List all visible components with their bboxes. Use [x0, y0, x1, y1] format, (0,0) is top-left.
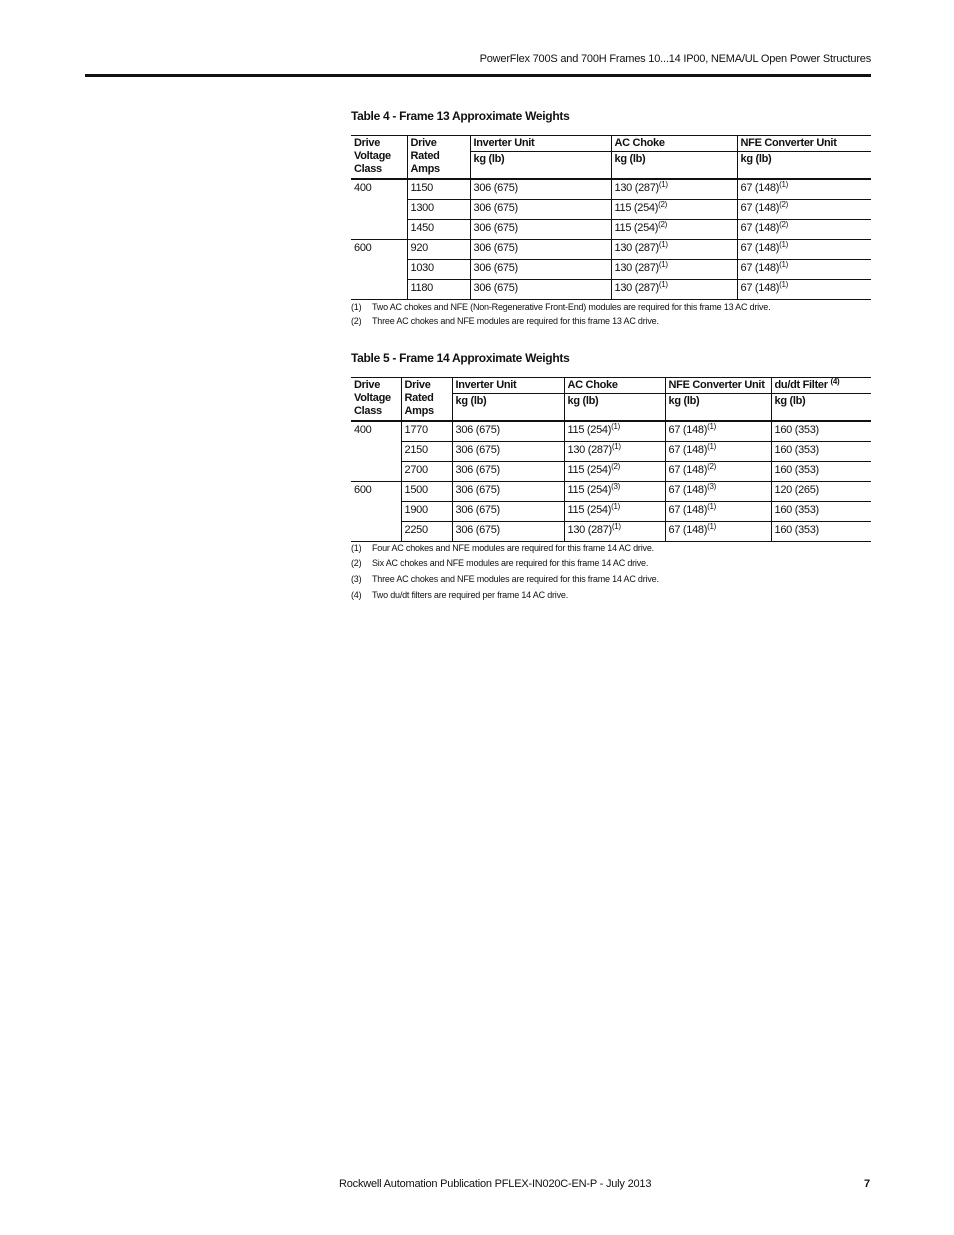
footnote-ref: (4) [830, 377, 840, 386]
footnote-ref: (1) [707, 442, 716, 451]
table5-unit-dudt: kg (lb) [771, 394, 871, 422]
inverter-cell: 306 (675) [470, 280, 611, 300]
footnote-ref: (1) [779, 260, 788, 269]
footnote-text: Two du/dt filters are required per frame 14 AC drive. [372, 590, 568, 600]
choke-value: 115 (254) [567, 484, 612, 496]
publication-footer: Rockwell Automation Publication PFLEX-IN020C-EN-P - July 2013 [339, 1178, 652, 1190]
footnote-number: (4) [351, 590, 362, 600]
choke-cell [564, 442, 665, 462]
nfe-cell [737, 220, 871, 240]
table-row [351, 421, 871, 442]
table5-unit-nfe: kg (lb) [665, 394, 771, 422]
footnote-ref: (1) [611, 442, 621, 451]
footnote-ref: (1) [611, 502, 620, 511]
footnote-ref: (2) [611, 462, 620, 471]
nfe-cell [665, 502, 771, 522]
table-row [351, 179, 871, 200]
nfe-value: 67 (148) [740, 262, 780, 274]
dudt-cell: 160 (353) [771, 421, 871, 442]
table4-footnotes [351, 302, 770, 330]
choke-cell [564, 462, 665, 482]
table5-header-amps: Drive Rated Amps [401, 378, 452, 422]
footnote-text: Three AC chokes and NFE modules are required for this frame 14 AC drive. [372, 574, 659, 584]
choke-value: 115 (254) [614, 202, 659, 214]
footnote-number: (1) [351, 302, 362, 312]
footnote-ref: (1) [707, 422, 716, 431]
footnote-ref: (1) [658, 260, 668, 269]
table4-caption: Table 4 - Frame 13 Approximate Weights [351, 109, 570, 123]
inverter-cell: 306 (675) [470, 220, 611, 240]
table-row [351, 240, 871, 260]
inverter-cell: 306 (675) [452, 442, 564, 462]
choke-value: 130 (287) [567, 444, 612, 456]
footnote-ref: (2) [658, 220, 667, 229]
footnote-ref: (2) [779, 200, 788, 209]
nfe-value: 67 (148) [740, 282, 780, 294]
table4-header-voltage: Drive Voltage Class [351, 136, 407, 180]
footnote [351, 590, 659, 604]
table4-voltage-cell: 600 [351, 240, 407, 300]
amps-cell: 1150 [407, 179, 470, 200]
footnote [351, 558, 659, 574]
amps-cell: 1500 [401, 482, 452, 502]
nfe-value: 67 (148) [668, 424, 708, 436]
inverter-cell: 306 (675) [452, 462, 564, 482]
dudt-cell: 160 (353) [771, 462, 871, 482]
table5 [351, 377, 871, 542]
footnote-ref: (1) [658, 280, 668, 289]
page-number: 7 [864, 1178, 871, 1190]
nfe-cell [737, 200, 871, 220]
footnote-ref: (1) [611, 522, 621, 531]
inverter-cell: 306 (675) [470, 179, 611, 200]
choke-cell [611, 280, 737, 300]
table-row [351, 442, 871, 462]
amps-cell: 920 [407, 240, 470, 260]
footnote-number: (3) [351, 574, 362, 584]
amps-cell: 1180 [407, 280, 470, 300]
choke-cell [611, 260, 737, 280]
footnote-ref: (1) [611, 422, 620, 431]
table4-header-amps: Drive Rated Amps [407, 136, 470, 180]
footnote-text: Four AC chokes and NFE modules are required for this frame 14 AC drive. [372, 543, 654, 553]
nfe-value: 67 (148) [740, 202, 780, 214]
amps-cell: 1900 [401, 502, 452, 522]
amps-cell: 2250 [401, 522, 452, 542]
choke-cell [564, 522, 665, 542]
footnote-ref: (2) [779, 220, 788, 229]
nfe-value: 67 (148) [740, 182, 780, 194]
choke-cell [564, 502, 665, 522]
choke-value: 130 (287) [614, 262, 659, 274]
nfe-cell [737, 179, 871, 200]
table5-caption: Table 5 - Frame 14 Approximate Weights [351, 351, 570, 365]
choke-value: 130 (287) [614, 242, 659, 254]
table-row [351, 260, 871, 280]
footnote [351, 302, 770, 316]
nfe-cell [737, 240, 871, 260]
choke-cell [564, 421, 665, 442]
table4-unit-nfe: kg (lb) [737, 152, 871, 180]
amps-cell: 1770 [401, 421, 452, 442]
footnote-ref: (1) [707, 522, 716, 531]
inverter-cell: 306 (675) [452, 482, 564, 502]
footnote-ref: (1) [779, 240, 788, 249]
table5-unit-inverter: kg (lb) [452, 394, 564, 422]
footnote-ref: (1) [658, 180, 668, 189]
inverter-cell: 306 (675) [452, 502, 564, 522]
header-rule [85, 74, 871, 77]
table5-footnotes [351, 543, 659, 604]
nfe-cell [665, 462, 771, 482]
choke-value: 130 (287) [614, 282, 659, 294]
table-row [351, 522, 871, 542]
footnote [351, 574, 659, 590]
inverter-cell: 306 (675) [470, 260, 611, 280]
footnote-ref: (1) [779, 280, 788, 289]
amps-cell: 1450 [407, 220, 470, 240]
nfe-value: 67 (148) [668, 484, 708, 496]
table-row [351, 462, 871, 482]
inverter-cell: 306 (675) [470, 240, 611, 260]
amps-cell: 1300 [407, 200, 470, 220]
footnote-ref: (1) [707, 502, 716, 511]
choke-value: 115 (254) [567, 504, 612, 516]
choke-value: 115 (254) [567, 464, 612, 476]
nfe-value: 67 (148) [740, 222, 780, 234]
nfe-value: 67 (148) [740, 242, 780, 254]
choke-cell [611, 240, 737, 260]
nfe-cell [665, 442, 771, 462]
table4-header-nfe: NFE Converter Unit [737, 136, 871, 152]
footnote-ref: (2) [658, 200, 667, 209]
inverter-cell: 306 (675) [470, 200, 611, 220]
dudt-cell: 120 (265) [771, 482, 871, 502]
table4-header-inverter: Inverter Unit [470, 136, 611, 152]
inverter-cell: 306 (675) [452, 421, 564, 442]
nfe-cell [737, 260, 871, 280]
table5-header-choke: AC Choke [564, 378, 665, 394]
table-row [351, 280, 871, 300]
footnote [351, 316, 770, 330]
table4-header-choke: AC Choke [611, 136, 737, 152]
table4-unit-choke: kg (lb) [611, 152, 737, 180]
footnote-text: Six AC chokes and NFE modules are required for this frame 14 AC drive. [372, 558, 649, 568]
choke-value: 130 (287) [614, 182, 659, 194]
nfe-value: 67 (148) [668, 444, 708, 456]
table-row [351, 220, 871, 240]
table5-voltage-cell: 400 [351, 421, 401, 482]
nfe-value: 67 (148) [668, 464, 708, 476]
nfe-value: 67 (148) [668, 524, 708, 536]
choke-cell [564, 482, 665, 502]
footnote-number: (2) [351, 316, 362, 326]
table4-voltage-cell: 400 [351, 179, 407, 240]
dudt-cell: 160 (353) [771, 502, 871, 522]
table-row [351, 200, 871, 220]
table5-header-nfe: NFE Converter Unit [665, 378, 771, 394]
footnote-ref: (1) [658, 240, 668, 249]
choke-cell [611, 179, 737, 200]
choke-cell [611, 220, 737, 240]
table5-header-voltage: Drive Voltage Class [351, 378, 401, 422]
dudt-header-text: du/dt Filter [774, 379, 828, 391]
footnote [351, 543, 659, 558]
table-row [351, 482, 871, 502]
nfe-value: 67 (148) [668, 504, 708, 516]
footnote-ref: (1) [779, 180, 788, 189]
footnote-text: Two AC chokes and NFE (Non-Regenerative Front-End) modules are required for this frame 13 AC drive. [372, 302, 771, 312]
choke-cell [611, 200, 737, 220]
footnote-number: (1) [351, 543, 362, 553]
dudt-cell: 160 (353) [771, 522, 871, 542]
nfe-cell [665, 421, 771, 442]
running-header: PowerFlex 700S and 700H Frames 10...14 IP00, NEMA/UL Open Power Structures [479, 53, 871, 65]
table5-header-inverter: Inverter Unit [452, 378, 564, 394]
nfe-cell [665, 482, 771, 502]
choke-value: 130 (287) [567, 524, 612, 536]
table4 [351, 135, 871, 300]
footnote-ref: (3) [611, 482, 620, 491]
amps-cell: 1030 [407, 260, 470, 280]
table4-unit-inverter: kg (lb) [470, 152, 611, 180]
choke-value: 115 (254) [614, 222, 659, 234]
table5-header-dudt [771, 378, 871, 394]
footnote-ref: (3) [707, 482, 716, 491]
table-row [351, 502, 871, 522]
nfe-cell [665, 522, 771, 542]
footnote-number: (2) [351, 558, 362, 568]
footnote-text: Three AC chokes and NFE modules are required for this frame 13 AC drive. [372, 316, 659, 326]
nfe-cell [737, 280, 871, 300]
choke-value: 115 (254) [567, 424, 612, 436]
table5-voltage-cell: 600 [351, 482, 401, 542]
amps-cell: 2150 [401, 442, 452, 462]
table5-unit-choke: kg (lb) [564, 394, 665, 422]
amps-cell: 2700 [401, 462, 452, 482]
footnote-ref: (2) [707, 462, 716, 471]
dudt-cell: 160 (353) [771, 442, 871, 462]
inverter-cell: 306 (675) [452, 522, 564, 542]
